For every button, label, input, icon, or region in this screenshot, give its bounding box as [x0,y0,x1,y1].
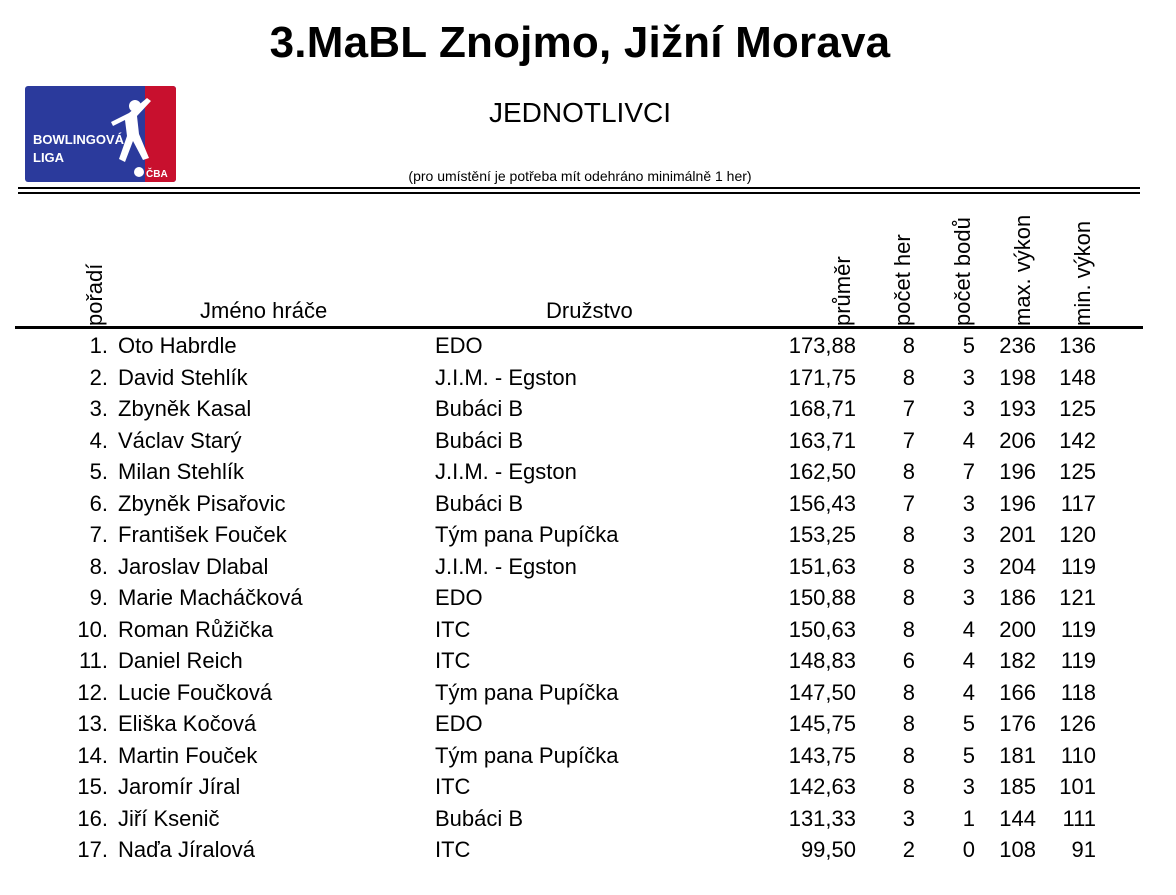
header-divider [18,192,1140,194]
max-score-cell: 182 [999,648,1036,673]
rank-cell: 12. [77,679,108,705]
games-cell: 2 [902,837,915,862]
rank-cell: 14. [77,742,108,768]
games-cell: 7 [902,396,915,421]
games-cell: 3 [902,805,915,831]
team-cell: J.I.M. - Egston [435,364,577,390]
average-cell: 150,88 [788,585,856,610]
team-cell: EDO [435,333,483,358]
player-name-cell: Zbyněk Kasal [118,396,252,421]
team-cell: Bubáci B [435,805,524,831]
games-cell: 8 [902,711,915,736]
average-cell: 131,33 [788,805,856,831]
max-score-cell: 201 [999,522,1036,547]
games-cell: 8 [902,553,915,579]
column-header-games: počet her [890,234,915,326]
points-cell: 1 [962,805,975,831]
rank-cell: 4. [89,427,108,453]
min-score-cell: 110 [1060,742,1096,768]
player-name-cell: Eliška Kočová [118,711,257,736]
column-header-average: průměr [830,256,855,326]
team-cell: EDO [435,585,483,610]
rank-cell: 3. [89,396,108,421]
average-cell: 156,43 [788,490,856,516]
average-cell: 163,71 [788,427,856,453]
team-cell: Bubáci B [435,490,524,516]
games-cell: 7 [902,427,915,453]
min-score-cell: 119 [1060,553,1096,579]
team-cell: ITC [435,616,471,642]
max-score-cell: 204 [999,553,1036,579]
max-score-cell: 186 [999,585,1036,610]
rank-cell: 15. [77,774,108,799]
table-row [0,615,1176,647]
rank-cell: 5. [89,459,108,484]
average-cell: 171,75 [788,364,856,390]
player-name-cell: Martin Fouček [118,742,258,768]
team-cell: Tým pana Pupíčka [435,679,619,705]
team-cell: J.I.M. - Egston [435,459,577,484]
player-name-cell: Václav Starý [118,427,242,453]
table-row [0,646,1176,678]
logo-badge: ČBA [146,169,168,180]
rank-cell: 8. [89,553,108,579]
min-score-cell: 118 [1060,679,1096,705]
min-score-cell: 111 [1062,805,1096,831]
team-cell: Tým pana Pupíčka [435,522,619,547]
max-score-cell: 108 [999,837,1036,862]
games-cell: 8 [902,679,915,705]
max-score-cell: 176 [999,711,1036,736]
page-title: 3.MaBL Znojmo, Jižní Morava [269,18,891,67]
table-row [0,394,1176,426]
player-name-cell: Daniel Reich [118,648,243,673]
rank-cell: 17. [77,837,108,862]
max-score-cell: 200 [999,616,1036,642]
column-header-max: max. výkon [1010,214,1035,326]
average-cell: 142,63 [788,774,856,799]
player-name-cell: David Stehlík [118,364,248,390]
average-cell: 148,83 [788,648,856,673]
rank-cell: 9. [89,585,108,610]
min-score-cell: 126 [1059,711,1096,736]
min-score-cell: 121 [1059,585,1096,610]
table-row [0,552,1176,584]
min-score-cell: 119 [1060,648,1096,673]
max-score-cell: 198 [999,364,1036,390]
points-cell: 0 [962,837,975,862]
points-cell: 3 [962,553,975,579]
team-cell: ITC [435,774,471,799]
points-cell: 4 [962,616,975,642]
eligibility-note: (pro umístění je potřeba mít odehráno minimálně 1 her) [408,168,752,184]
points-cell: 5 [962,333,975,358]
column-header-min: min. výkon [1070,220,1095,326]
points-cell: 4 [962,679,975,705]
max-score-cell: 185 [999,774,1036,799]
points-cell: 3 [962,774,975,799]
points-cell: 3 [962,490,975,516]
column-header-name: Jméno hráče [200,298,328,323]
column-header-rank: pořadí [82,263,107,326]
rank-cell: 11. [79,648,108,673]
games-cell: 8 [902,364,915,390]
team-cell: J.I.M. - Egston [435,553,577,579]
rank-cell: 16. [77,805,108,831]
points-cell: 3 [962,364,975,390]
points-cell: 7 [962,459,975,484]
player-name-cell: Oto Habrdle [118,333,237,358]
max-score-cell: 193 [999,396,1036,421]
points-cell: 4 [962,648,975,673]
points-cell: 3 [962,396,975,421]
table-row [0,678,1176,710]
average-cell: 168,71 [788,396,856,421]
player-name-cell: František Fouček [118,522,287,547]
min-score-cell: 148 [1059,364,1096,390]
max-score-cell: 166 [999,679,1036,705]
min-score-cell: 136 [1059,333,1096,358]
rank-cell: 2. [89,364,108,390]
games-cell: 8 [902,742,915,768]
max-score-cell: 181 [999,742,1036,768]
player-name-cell: Jaromír Jíral [118,774,241,799]
min-score-cell: 101 [1059,774,1096,799]
rank-cell: 10. [77,616,108,642]
points-cell: 3 [962,522,975,547]
table-row [0,489,1176,521]
table-row [0,520,1176,552]
games-cell: 8 [902,333,915,358]
max-score-cell: 236 [999,333,1036,358]
player-name-cell: Naďa Jíralová [118,837,256,862]
page-subtitle: JEDNOTLIVCI [488,97,672,128]
rank-cell: 1. [89,333,108,358]
points-cell: 5 [962,711,975,736]
logo-line1: BOWLINGOVÁ [33,132,124,147]
max-score-cell: 206 [999,427,1036,453]
table-row [0,363,1176,395]
rank-cell: 6. [89,490,108,516]
games-cell: 8 [902,459,915,484]
average-cell: 153,25 [788,522,856,547]
max-score-cell: 196 [999,459,1036,484]
player-name-cell: Zbyněk Pisařovic [118,490,286,516]
games-cell: 8 [902,585,915,610]
min-score-cell: 119 [1060,616,1096,642]
player-name-cell: Marie Macháčková [118,585,303,610]
table-header-divider [15,326,1143,329]
max-score-cell: 196 [999,490,1036,516]
min-score-cell: 91 [1071,837,1096,862]
table-row [0,457,1176,489]
average-cell: 150,63 [788,616,856,642]
table-row [0,426,1176,458]
column-header-team: Družstvo [546,298,633,323]
games-cell: 8 [902,616,915,642]
team-cell: ITC [435,648,471,673]
table-row [0,709,1176,741]
min-score-cell: 125 [1059,459,1096,484]
player-name-cell: Jaroslav Dlabal [118,553,269,579]
min-score-cell: 120 [1059,522,1096,547]
average-cell: 145,75 [788,711,856,736]
points-cell: 3 [962,585,975,610]
games-cell: 8 [902,522,915,547]
points-cell: 5 [962,742,975,768]
team-cell: Tým pana Pupíčka [435,742,619,768]
rank-cell: 7. [89,522,108,547]
player-name-cell: Roman Růžička [118,616,274,642]
header-divider [18,187,1140,189]
player-name-cell: Jiří Ksenič [118,805,220,831]
games-cell: 7 [902,490,915,516]
rank-cell: 13. [77,711,108,736]
column-header-points: počet bodů [950,217,975,326]
player-name-cell: Milan Stehlík [118,459,244,484]
points-cell: 4 [962,427,975,453]
min-score-cell: 117 [1060,490,1096,516]
table-row [0,804,1176,836]
average-cell: 143,75 [788,742,856,768]
games-cell: 8 [902,774,915,799]
average-cell: 173,88 [788,333,856,358]
average-cell: 99,50 [800,837,856,862]
games-cell: 6 [902,648,915,673]
min-score-cell: 142 [1059,427,1096,453]
logo-line2: LIGA [33,150,65,165]
team-cell: EDO [435,711,483,736]
max-score-cell: 144 [999,805,1036,831]
team-cell: Bubáci B [435,396,524,421]
average-cell: 162,50 [788,459,856,484]
standings-table [0,331,1176,867]
player-name-cell: Lucie Foučková [118,679,273,705]
average-cell: 151,63 [788,553,856,579]
table-row [0,835,1176,867]
average-cell: 147,50 [788,679,856,705]
team-cell: Bubáci B [435,427,524,453]
table-row [0,583,1176,615]
min-score-cell: 125 [1059,396,1096,421]
team-cell: ITC [435,837,471,862]
table-row [0,331,1176,363]
table-row [0,772,1176,804]
table-row [0,741,1176,773]
